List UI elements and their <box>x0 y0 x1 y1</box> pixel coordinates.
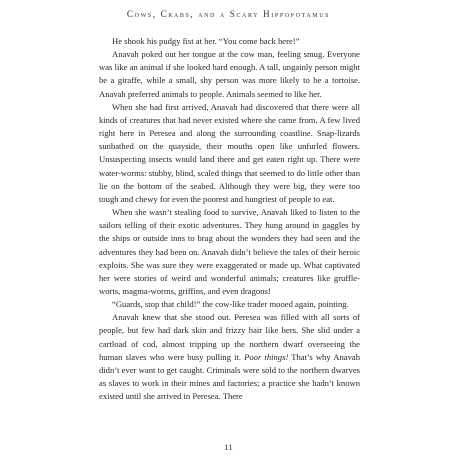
paragraph: “Guards, stop that child!” the cow-like trader mooed again, pointing. <box>112 299 349 310</box>
paragraph: He shook his pudgy fist at her. “You come back here!” <box>112 36 300 46</box>
paragraph: Anavah poked out her tongue at the cow man, feeling smug. Everyone was like an animal if she looked hard enough. A tall, ungainly person might be a giraffe, while a small, shy person was more likely to be a tortoise. Anavah preferred animals to people. Animals seemed to like her. <box>99 49 360 99</box>
page-number: 11 <box>224 442 233 452</box>
italic-phrase: Poor things! <box>244 351 289 362</box>
paragraph: When she wasn’t stealing food to survive, Anavah liked to listen to the sailors telling of their exotic adventures. They hung around in gaggles by the ships or outside inns to brag about the wonders they had seen and the adventures they had been on. Anavah didn’t believe the tales of their heroic exploits. She was sure they were exaggerated or made up. What captivated her were stories of weird and wonderful animals; creatures like gruffle-worts, magma-worms, griffins, and even dragons! <box>99 207 360 296</box>
running-head: Cows, Crabs, and a Scary Hippopotamus <box>126 9 331 19</box>
body-text <box>99 35 360 403</box>
paragraph: When she had first arrived, Anavah had discovered that there were all kinds of creatures that had never existed where she came from. A few lived right here in Peresea and along the surrounding coastline. Snap-lizards sunbathed on the quayside, their mouths open like unfurled flowers. Unsuspecting insects would land there and get eaten right up. There were water-worms: stubby, blind, scaled things that seemed to do little other than lie on the bottom of the seabed. Although they were big, they were too tough and chewy for even the poorest and hungriest of people to eat. <box>99 101 360 204</box>
paragraph: Anavah knew that she stood out. Peresea was filled with all sorts of people, but few had dark skin and frizzy hair like hers. She slid under a cartload of cod, almost tripping up the northern dwarf overseeing the human slaves who were busy pulling it. Poor things! That’s why Anavah didn’t ever want to get caught. Criminals were sold to the northern dwarves as slaves to work in their mines and factories; a practice she hadn’t known existed until she arrived in Peresea. There <box>99 312 361 402</box>
